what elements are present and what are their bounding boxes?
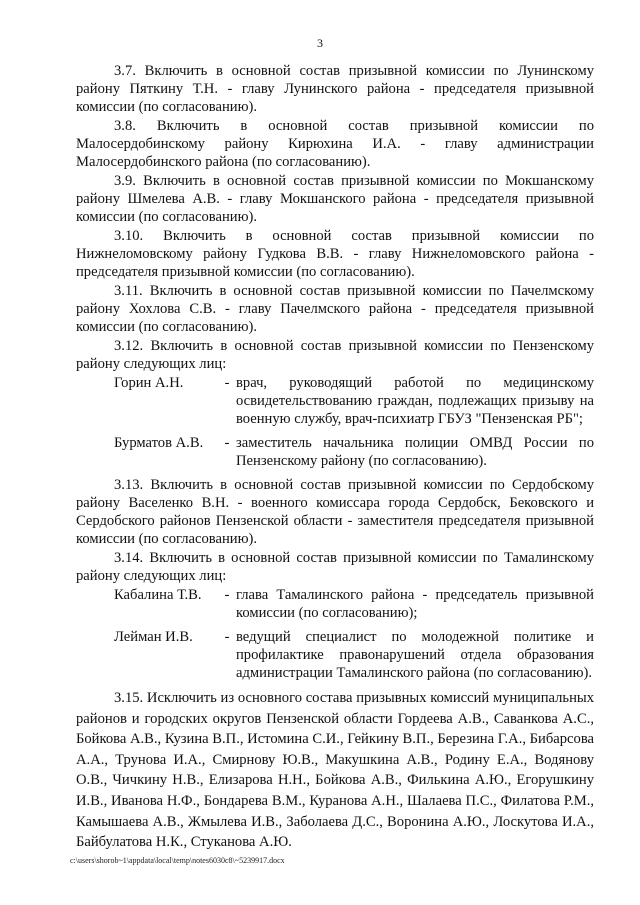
paragraph-3-10: 3.10. Включить в основной состав призывной комиссии по Нижнеломовскому району Гудкова В.В. - главу Нижнеломовского района - председателя призывной комиссии (по согласованию). [76,228,594,280]
member-description: ведущий специалист по молодежной политике и профилактике правонарушений отдела образования администрации Тамалинского района (по согласованию). [236,629,594,681]
list-item [76,628,594,682]
member-dash: - [224,587,230,603]
member-dash: - [224,435,230,451]
member-name: Бурматов А.В. [114,435,204,451]
paragraph-3-13: 3.13. Включить в основной состав призывной комиссии по Сердобскому району Васеленко В.Н. - военного комиссара города Сердобск, Бековского и Сердобского районов Пензенской области - заместителя председателя призывной комиссии (по согласованию). [76,477,594,547]
member-description: врач, руководящий работой по медицинскому освидетельствованию граждан, подлежащих призыву на военную службу, врач-психиатр ГБУЗ "Пензенская РБ"; [236,375,594,427]
paragraph-3-9: 3.9. Включить в основной состав призывной комиссии по Мокшанскому району Шмелева А.В. - главу Мокшанского района - председателя призывной комиссии (по согласованию). [76,173,594,225]
paragraph-3-15: 3.15. Исключить из основного состава призывных комиссий муниципальных районов и городских округов Пензенской области Гордеева А.В., Саванкова А.С., Бойкова А.В., Кузина В.П., Истомина С.И., Гейкину В.П., Березина Г.А., Бибарсова А.А., Трунова И.А., Смирнову Ю.В., Макушкина А.В., Родину Е.А., Водянову О.В., Чичкину Н.В., Елизарова Н.Н., Бойкова А.В., Филькина А.Ю., Егорушкину И.В., Иванова Н.Ф., Бондарева В.М., Куранова А.Н., Шалаева П.С., Филатова Р.М., Камышаева А.В., Жмылева И.В., Заболаева Д.С., Воронина А.Ю., Лоскутова И.А., Байбулатова Н.К., Стуканова А.Ю. [76,690,594,851]
list-item [76,374,594,428]
penza-members-list [76,374,594,470]
member-dash: - [224,375,230,391]
tamala-members-list [76,586,594,682]
paragraph-3-14: 3.14. Включить в основной состав призывной комиссии по Тамалинскому району следующих лиц: [76,550,594,584]
document-body [76,62,594,854]
member-dash: - [224,629,230,645]
paragraph-3-8: 3.8. Включить в основной состав призывной комиссии по Малосердобинскому району Кирюхина И.А. - главу администрации Малосердобинского района (по согласованию). [76,118,594,170]
page-number: 3 [317,36,323,50]
paragraph-3-12: 3.12. Включить в основной состав призывной комиссии по Пензенскому району следующих лиц: [76,338,594,372]
list-item [76,586,594,622]
member-name: Кабалина Т.В. [114,587,202,603]
member-description: заместитель начальника полиции ОМВД России по Пензенскому району (по согласованию). [236,435,594,469]
footer-file-path: c:\users\shorob~1\appdata\local\temp\notes6030c8\~5239917.docx [70,856,285,865]
member-name: Лейман И.В. [114,629,193,645]
member-name: Горин А.Н. [114,375,184,391]
list-item [76,434,594,470]
paragraph-3-7: 3.7. Включить в основной состав призывной комиссии по Лунинскому району Пяткину Т.Н. - главу Лунинского района - председателя призывной комиссии (по согласованию). [76,63,594,115]
member-description: глава Тамалинского района - председатель призывной комиссии (по согласованию); [236,587,594,621]
paragraph-3-11: 3.11. Включить в основной состав призывной комиссии по Пачелмскому району Хохлова С.В. - главу Пачелмского района - председателя призывной комиссии (по согласованию). [76,283,594,335]
